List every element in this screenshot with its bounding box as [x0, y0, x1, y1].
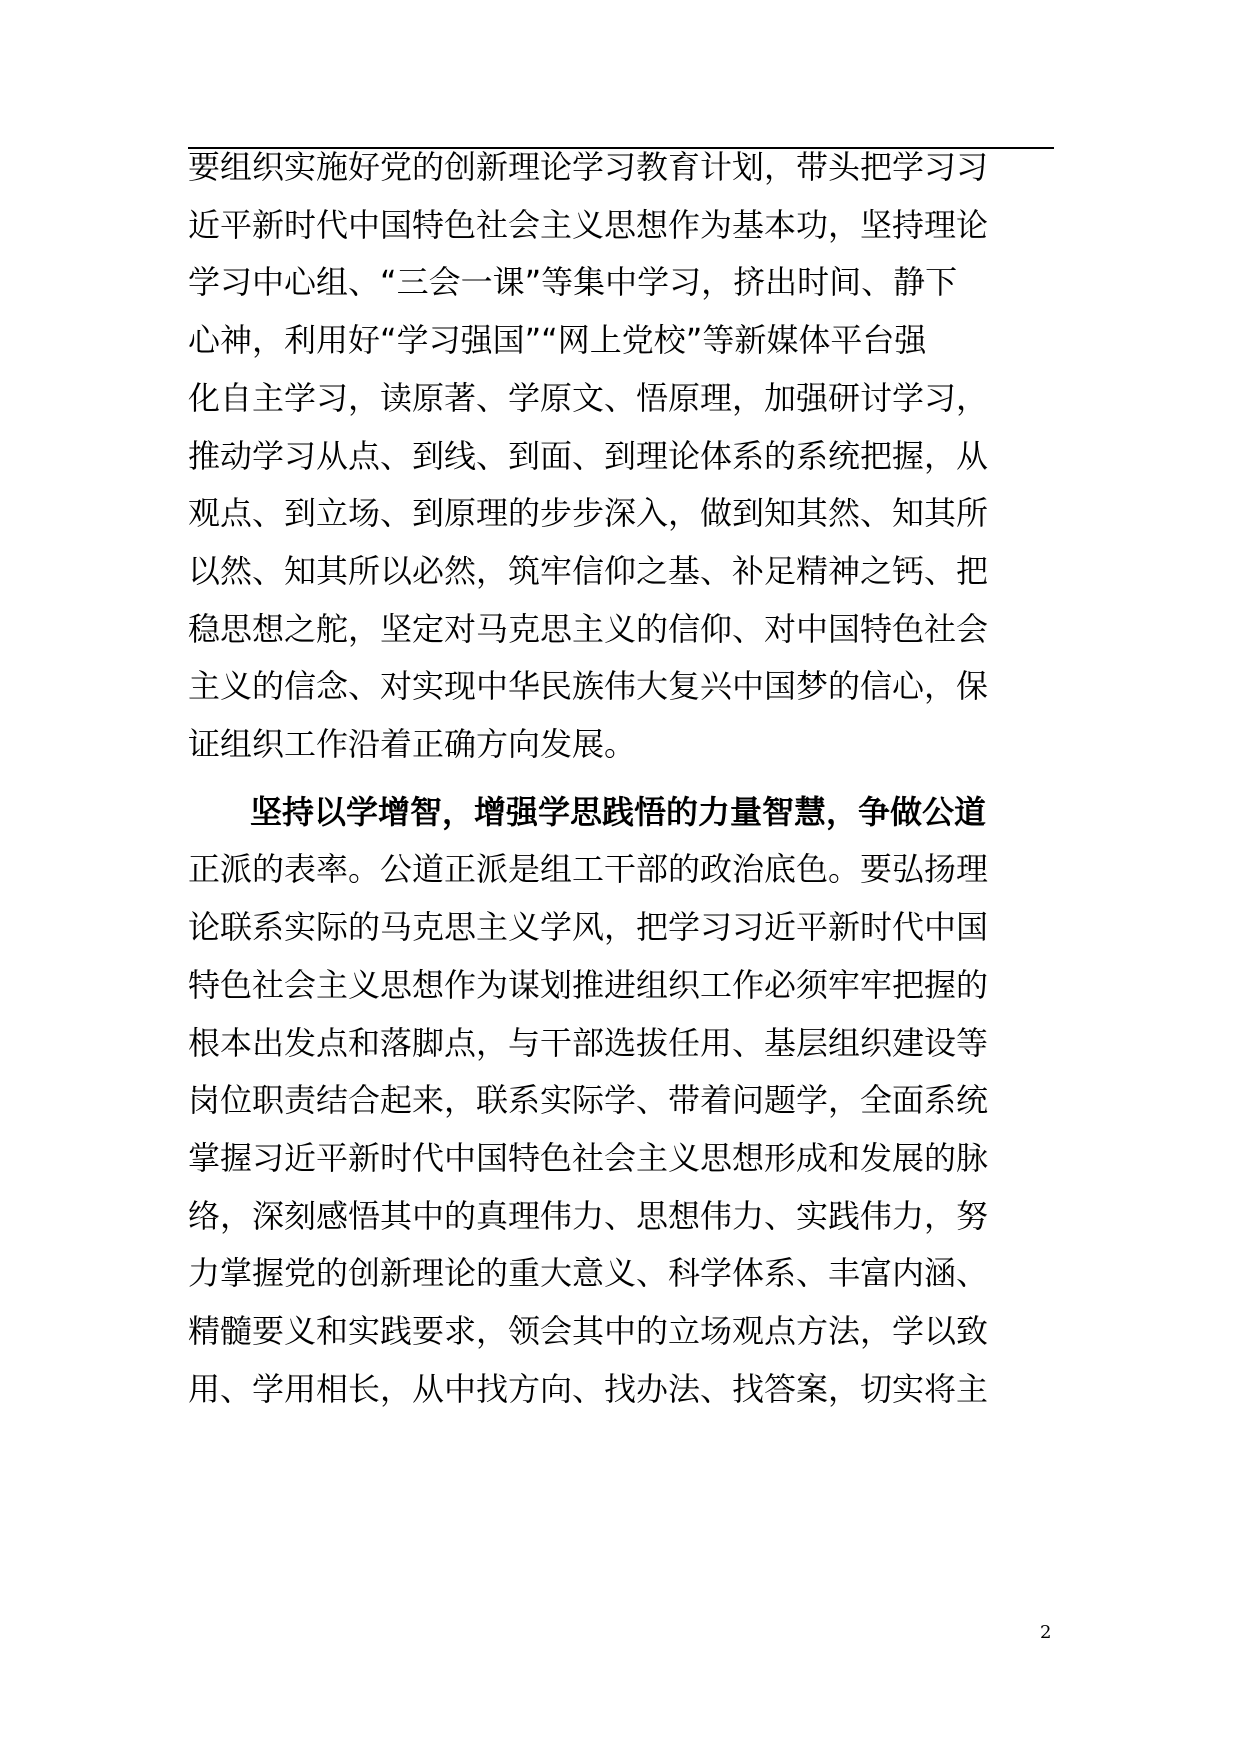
text-line: 用、学用相长，从中找方向、找办法、找答案，切实将主 — [188, 1370, 989, 1408]
text-line: 稳思想之舵，坚定对马克思主义的信仰、对中国特色社会 — [188, 610, 989, 648]
text-line: 证组织工作沿着正确方向发展。 — [188, 725, 637, 763]
text-line: 精髓要义和实践要求，领会其中的立场观点方法，学以致 — [188, 1312, 989, 1350]
text-line: 络，深刻感悟其中的真理伟力、思想伟力、实践伟力，努 — [188, 1197, 989, 1235]
text-line: 推动学习从点、到线、到面、到理论体系的系统把握，从 — [188, 437, 989, 475]
text-line: 力掌握党的创新理论的重大意义、科学体系、丰富内涵、 — [188, 1254, 989, 1292]
text-line: 要组织实施好党的创新理论学习教育计划，带头把学习习 — [188, 148, 989, 186]
text-line: 掌握习近平新时代中国特色社会主义思想形成和发展的脉 — [188, 1139, 989, 1177]
text-line: 根本出发点和落脚点，与干部选拔任用、基层组织建设等 — [188, 1024, 989, 1062]
text-line: 特色社会主义思想作为谋划推进组织工作必须牢牢把握的 — [188, 966, 989, 1004]
text-line: 主义的信念、对实现中华民族伟大复兴中国梦的信心，保 — [188, 667, 989, 705]
text-line: 学习中心组、“三会一课”等集中学习，挤出时间、静下 — [188, 263, 958, 301]
text-line: 心神，利用好“学习强国”“网上党校”等新媒体平台强 — [188, 321, 927, 359]
text-line: 观点、到立场、到原理的步步深入，做到知其然、知其所 — [188, 494, 989, 532]
text-line: 论联系实际的马克思主义学风，把学习习近平新时代中国 — [188, 908, 989, 946]
text-line: 化自主学习，读原著、学原文、悟原理，加强研讨学习， — [188, 379, 989, 417]
text-line: 坚持以学增智，增强学思践悟的力量智慧，争做公道 — [250, 793, 987, 831]
text-line: 岗位职责结合起来，联系实际学、带着问题学，全面系统 — [188, 1081, 989, 1119]
text-line: 正派的表率。公道正派是组工干部的政治底色。要弘扬理 — [188, 850, 989, 888]
text-line: 以然、知其所以必然，筑牢信仰之基、补足精神之钙、把 — [188, 552, 989, 590]
page-number: 2 — [1040, 1622, 1052, 1643]
text-line: 近平新时代中国特色社会主义思想作为基本功，坚持理论 — [188, 206, 989, 244]
